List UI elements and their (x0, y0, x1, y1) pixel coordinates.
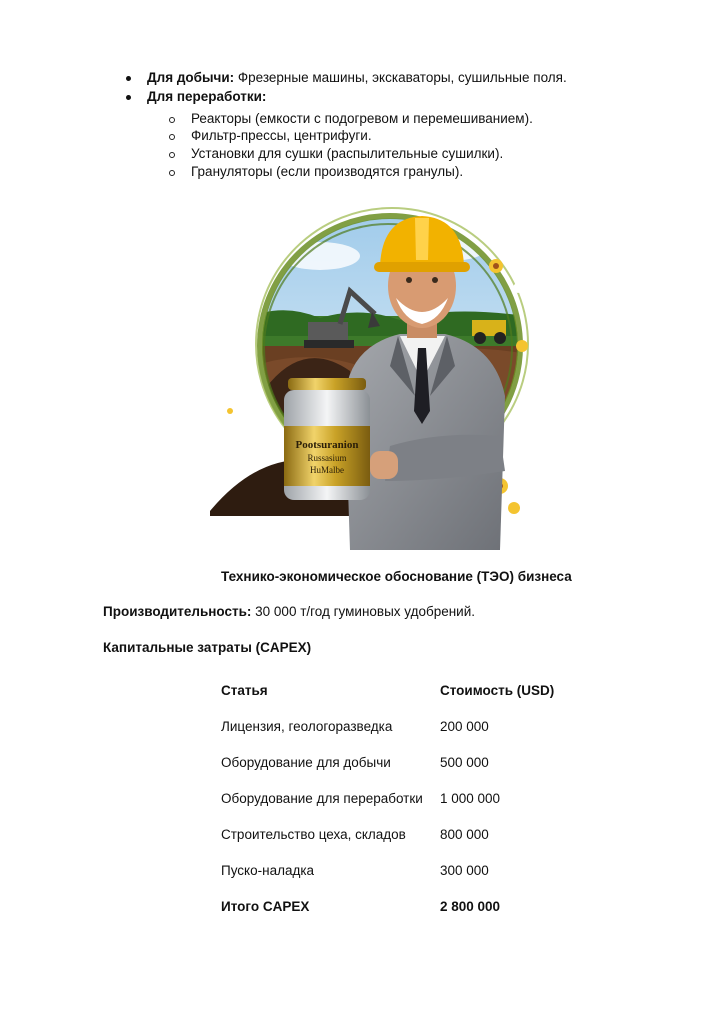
sub-bullet-circle (169, 117, 175, 123)
capacity-label: Производительность: (103, 604, 252, 619)
feasibility-heading: Технико-экономическое обоснование (ТЭО) бизнеса (221, 569, 572, 584)
equipment-mining-text: Фрезерные машины, экскаваторы, сушильные поля. (234, 70, 567, 85)
jar-label-line1: Pootsuranion (295, 439, 359, 451)
equipment-mining-item (147, 70, 567, 85)
processing-item: Реакторы (емкости с подогревом и перемешиванием). (191, 111, 533, 126)
table-cell-cost: 500 000 (440, 755, 489, 770)
table-cell-item: Лицензия, геологоразведка (221, 719, 393, 734)
processing-item: Фильтр-прессы, центрифуги. (191, 128, 372, 143)
table-cell-cost: 800 000 (440, 827, 489, 842)
table-cell-item: Оборудование для переработки (221, 791, 423, 806)
bullet-dot (126, 76, 131, 81)
sub-bullet-circle (169, 152, 175, 158)
capacity-text: 30 000 т/год гуминовых удобрений. (251, 604, 476, 619)
processing-item: Грануляторы (если производятся гранулы). (191, 164, 464, 179)
jar-label-line3: HuMalbe (310, 465, 344, 475)
equipment-mining-label: Для добычи: (147, 70, 235, 85)
table-total-label: Итого CAPEX (221, 899, 310, 914)
fertilizer-jar (284, 378, 370, 500)
processing-item: Установки для сушки (распылительные сушилки). (191, 146, 504, 161)
jar-label-line2: Russasium (307, 453, 347, 463)
capacity-line (103, 604, 475, 619)
table-header-cost: Стоимость (USD) (440, 683, 555, 698)
table-header-item: Статья (221, 683, 268, 698)
table-cell-cost: 1 000 000 (440, 791, 501, 806)
bullet-dot (126, 95, 131, 100)
sub-bullet-circle (169, 134, 175, 140)
table-cell-item: Строительство цеха, складов (221, 827, 406, 842)
table-cell-cost: 200 000 (440, 719, 489, 734)
engineer-illustration (200, 196, 570, 550)
table-total-value: 2 800 000 (440, 899, 501, 914)
capex-heading: Капитальные затраты (CAPEX) (103, 640, 312, 655)
equipment-processing-label: Для переработки: (147, 89, 267, 104)
sub-bullet-circle (169, 170, 175, 176)
table-cell-item: Пуско-наладка (221, 863, 315, 878)
table-cell-item: Оборудование для добычи (221, 755, 391, 770)
table-cell-cost: 300 000 (440, 863, 489, 878)
